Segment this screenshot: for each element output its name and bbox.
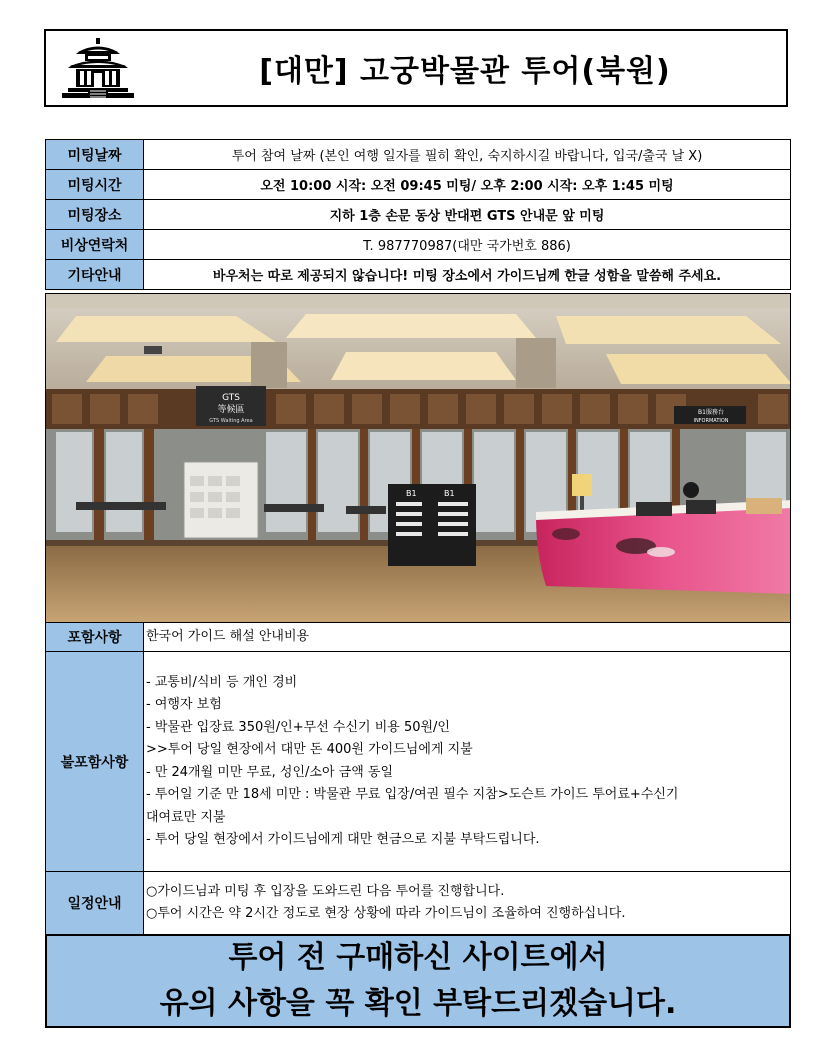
excluded-item: - 만 24개월 미만 무료, 성인/소아 금액 동일 bbox=[146, 764, 394, 780]
info-row-time bbox=[46, 170, 791, 200]
gts-sign-line3: GTS Waiting Area bbox=[209, 418, 253, 424]
excluded-item: - 투어일 기준 만 18세 미만 : 박물관 무료 입장/여권 필수 지참>도슨트 가이드 투어료+수신기 bbox=[146, 787, 679, 802]
info-row-place bbox=[46, 200, 791, 230]
info-value: T. 987770987(대만 국가번호 886) bbox=[144, 230, 791, 260]
info-value: 지하 1층 손문 동상 반대편 GTS 안내문 앞 미팅 bbox=[144, 200, 791, 230]
footer-line: 투어 전 구매하신 사이트에서 bbox=[228, 940, 608, 975]
excluded-item: - 여행자 보험 bbox=[146, 697, 222, 712]
info-label: 미팅날짜 bbox=[46, 140, 144, 170]
document-header bbox=[44, 29, 788, 107]
excluded-list bbox=[144, 652, 791, 872]
footer-line: 유의 사항을 꼭 확인 부탁드리겠습니다. bbox=[159, 986, 677, 1021]
info-row-date bbox=[46, 140, 791, 170]
info-label: 미팅장소 bbox=[46, 200, 144, 230]
info-label: 비상연락처 bbox=[46, 230, 144, 260]
info-value: 오전 10:00 시작: 오전 09:45 미팅/ 오후 2:00 시작: 오후 1:45 미팅 bbox=[144, 170, 791, 200]
schedule-item: ○가이드님과 미팅 후 입장을 도와드린 다음 투어를 진행합니다. bbox=[146, 883, 505, 899]
info-value: 투어 참여 날짜 (본인 여행 일자를 필히 확인, 숙지하시길 바랍니다, 입국/출국 날 X) bbox=[144, 140, 791, 170]
schedule-item: ○투어 시간은 약 2시간 정도로 현장 상황에 따라 가이드님이 조율하여 진행하십니다. bbox=[146, 906, 626, 921]
excluded-item: - 박물관 입장료 350원/인+무선 수신기 비용 50원/인 bbox=[146, 719, 450, 735]
excluded-row bbox=[46, 652, 791, 872]
info-row-notice bbox=[46, 260, 791, 290]
page-title: [대만] 고궁박물관 투어(북원) bbox=[259, 54, 671, 89]
info-row-contact bbox=[46, 230, 791, 260]
meeting-point-photo bbox=[45, 293, 791, 623]
info-value: 바우처는 따로 제공되지 않습니다! 미팅 장소에서 가이드님께 한글 성함을 말씀해 주세요. bbox=[144, 260, 791, 290]
excluded-item: >>투어 당일 현장에서 대만 돈 400원 가이드님에게 지불 bbox=[146, 742, 473, 757]
footer-notice bbox=[45, 934, 791, 1028]
gts-sign-line2: 等候區 bbox=[217, 405, 245, 415]
gts-sign-line1: GTS bbox=[222, 393, 240, 403]
info-label: 미팅시간 bbox=[46, 170, 144, 200]
schedule-list bbox=[144, 872, 791, 935]
included-label: 포함사항 bbox=[46, 623, 144, 652]
chiang-kai-shek-memorial-icon bbox=[52, 35, 144, 103]
schedule-label: 일정안내 bbox=[46, 872, 144, 935]
info-label: 기타안내 bbox=[46, 260, 144, 290]
meeting-info-table bbox=[45, 139, 791, 290]
info-sign-line1: B1服務台 bbox=[698, 409, 724, 416]
info-sign-line2: INFORMATION bbox=[693, 418, 729, 424]
tour-details-table bbox=[45, 622, 791, 935]
stand-b1-left: B1 bbox=[406, 489, 417, 498]
stand-b1-right: B1 bbox=[444, 489, 455, 498]
excluded-label: 불포함사항 bbox=[46, 652, 144, 872]
excluded-item: - 교통비/식비 등 개인 경비 bbox=[146, 674, 298, 690]
included-row bbox=[46, 623, 791, 652]
excluded-item: - 투어 당일 현장에서 가이드님에게 대만 현금으로 지불 부탁드립니다. bbox=[146, 832, 540, 847]
schedule-row bbox=[46, 872, 791, 935]
included-value: 한국어 가이드 해설 안내비용 bbox=[144, 623, 791, 652]
excluded-item: 대여료만 지불 bbox=[146, 809, 226, 825]
